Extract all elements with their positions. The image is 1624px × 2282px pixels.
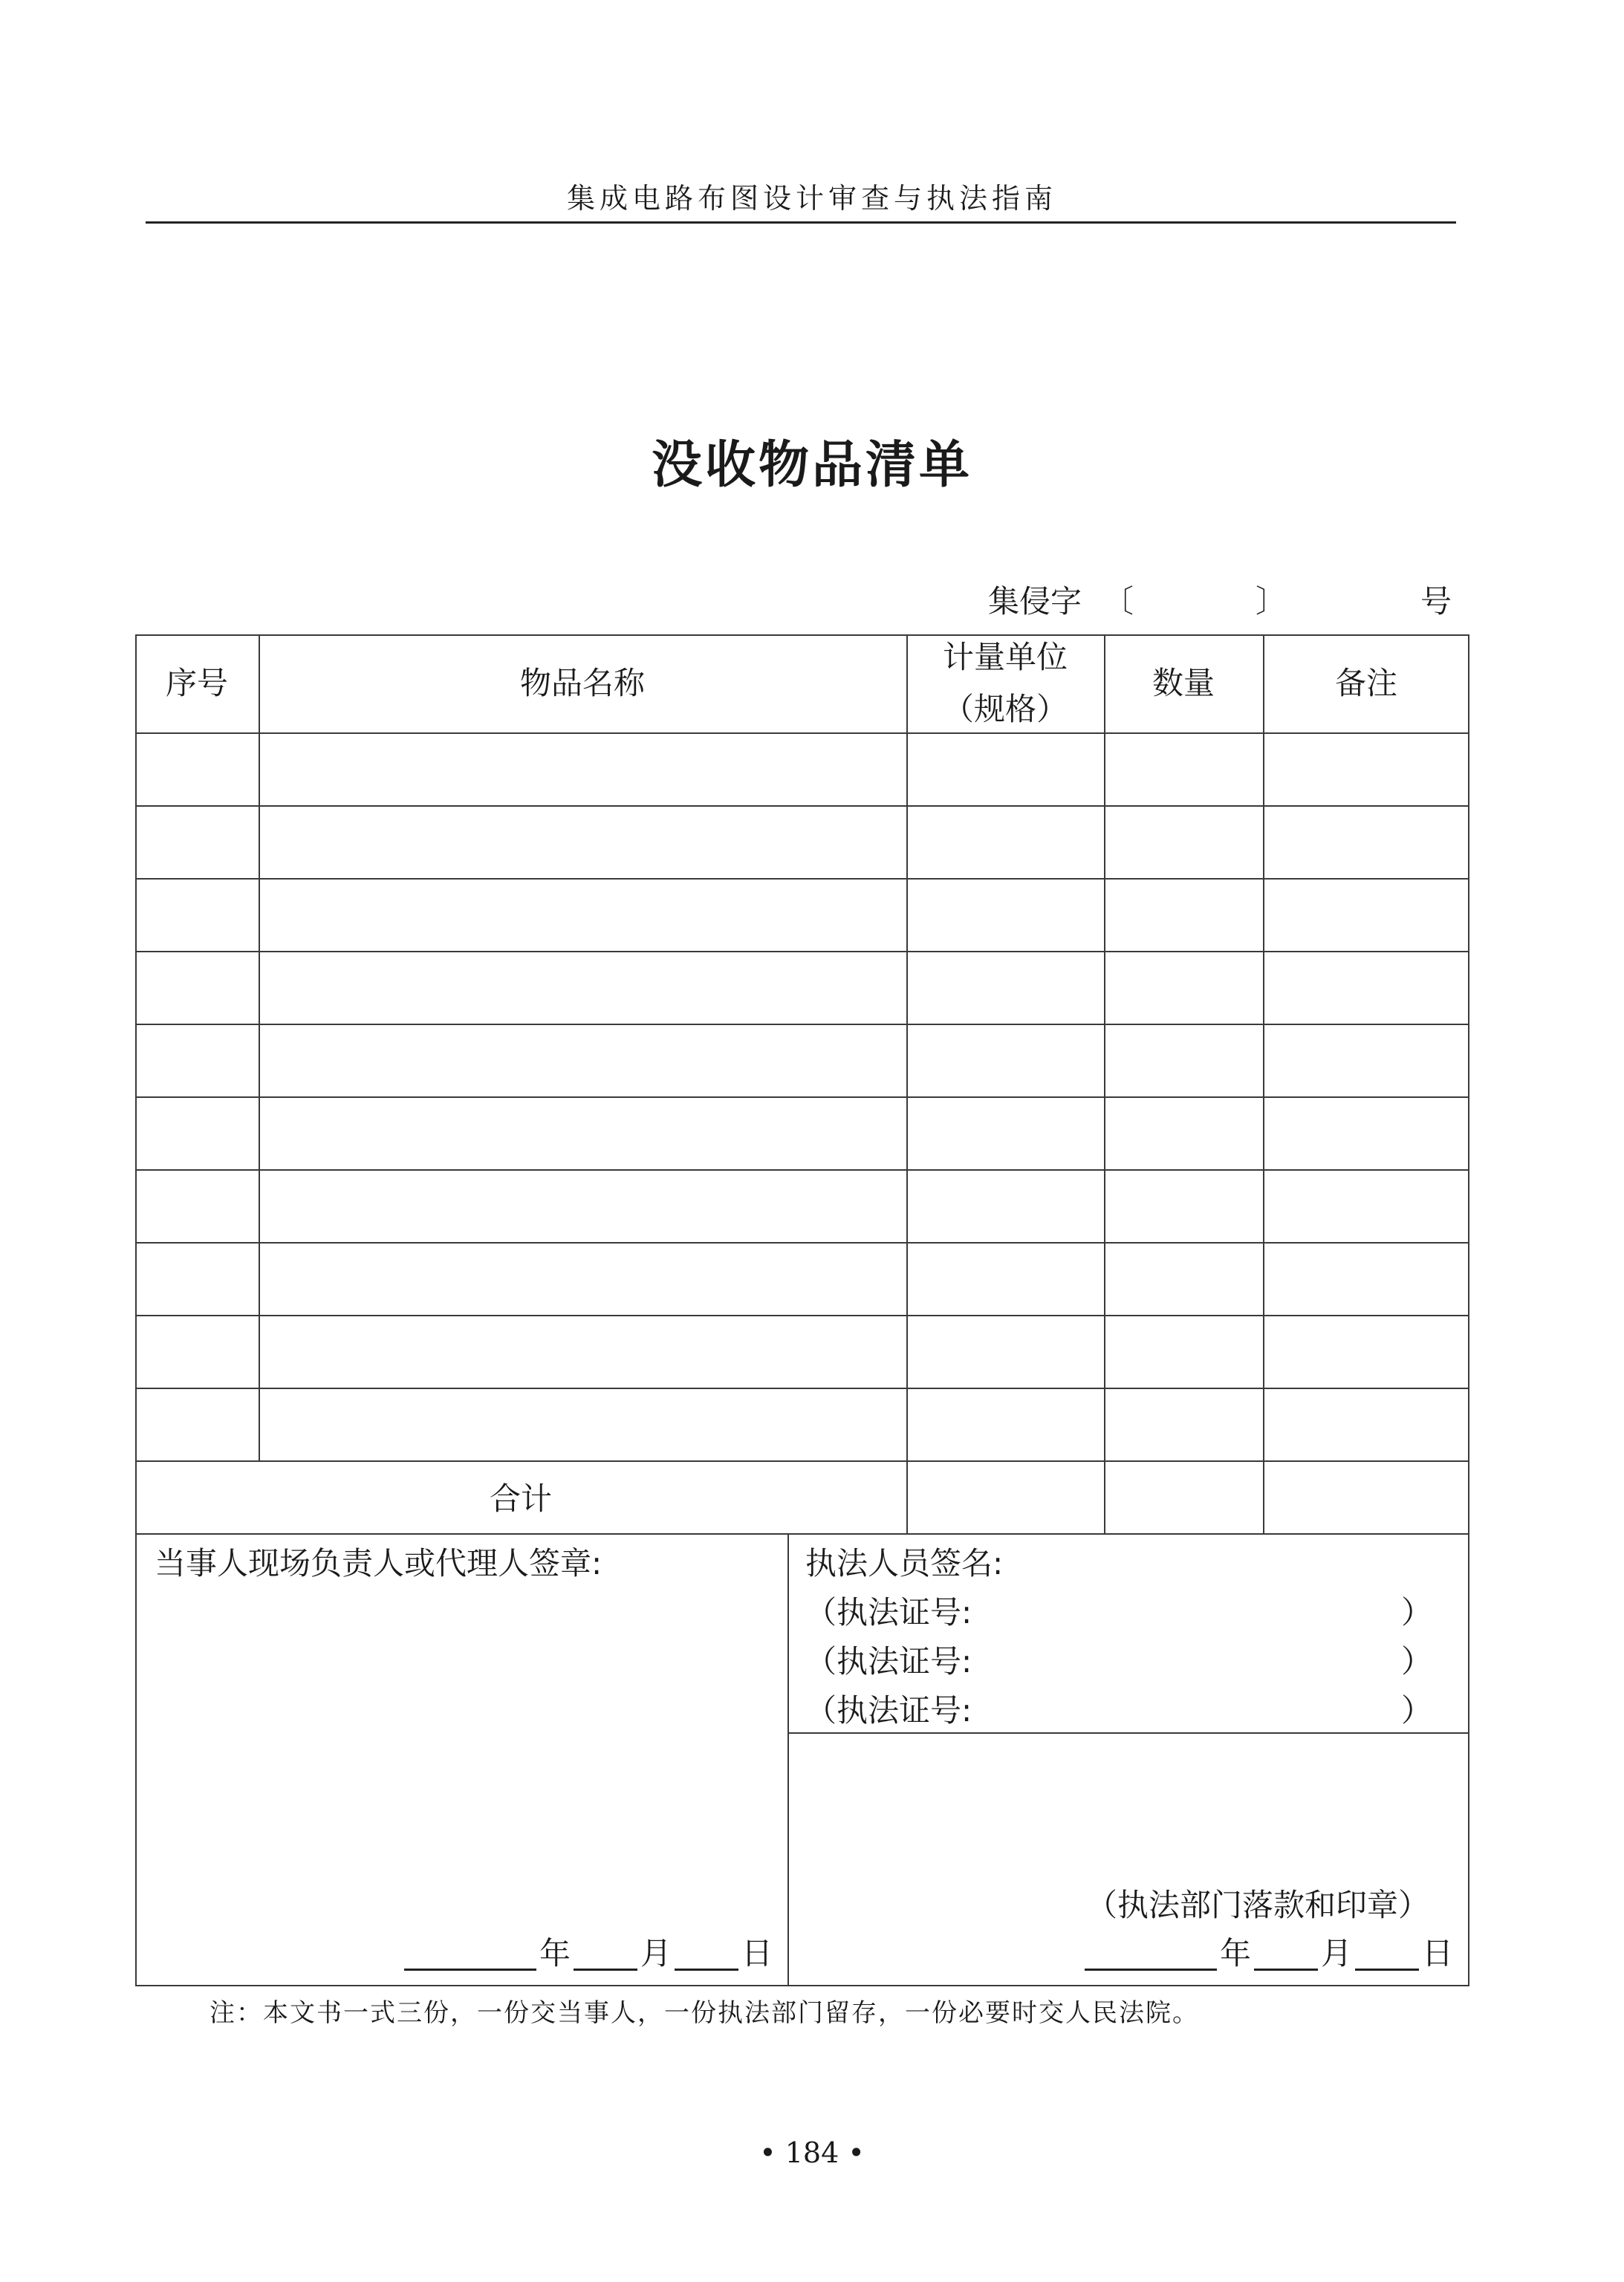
column-rule-unit [1104,634,1105,1533]
party-date-year-label: 年 [539,1935,571,1971]
table-row-rule [135,878,1469,880]
table-row-rule [135,1460,1469,1462]
dept-date-year-label: 年 [1220,1935,1252,1971]
header-remark: 备注 [1334,665,1397,701]
party-date-month-label: 月 [640,1935,672,1971]
table-row-rule [135,805,1469,807]
page-number: • 184 • [759,2136,865,2169]
table-row-rule [135,1169,1469,1171]
table-total-rule [135,1533,1469,1535]
certificate-close: ） [1401,1692,1433,1729]
certificate-close: ） [1401,1594,1433,1631]
column-rule-qty [1263,634,1264,1533]
certificate-label: （执法证号: [805,1692,972,1729]
case-number-bracket-open: 〔 [1102,583,1134,620]
signature-divider [787,1533,789,1985]
case-number-prefix: 集侵字 [988,583,1082,620]
header-unit-line1: 计量单位 [942,639,1068,675]
department-seal-label: （执法部门落款和印章） [1086,1887,1430,1923]
footnote: 注：本文书一式三份，一份交当事人，一份执法部门留存，一份必要时交人民法院。 [210,1998,1199,2028]
header-item-name: 物品名称 [519,665,645,701]
total-label: 合计 [489,1480,552,1517]
header-quantity: 数量 [1152,665,1215,701]
certificate-close: ） [1401,1643,1433,1680]
table-row-rule [135,1388,1469,1389]
party-date-day-label: 日 [741,1935,773,1971]
dept-date-month-label: 月 [1321,1935,1353,1971]
table-row-rule [135,1024,1469,1025]
dept-date-month-blank [1254,1933,1318,1971]
header-seq: 序号 [165,665,228,701]
running-header: 集成电路布图设计审查与执法指南 [566,182,1057,215]
certificate-label: （执法证号: [805,1643,972,1680]
dept-date-year-blank [1085,1933,1217,1971]
header-rule [146,221,1456,224]
dept-date-day-label: 日 [1422,1935,1454,1971]
table-row-rule [135,1242,1469,1244]
party-date-day-blank [675,1933,738,1971]
column-rule-name [906,634,908,1533]
case-number-suffix: 号 [1420,583,1452,620]
party-date-month-blank [574,1933,637,1971]
column-rule-seq [259,634,260,1460]
certificate-label: （执法证号: [805,1594,972,1631]
case-number-bracket-close: 〕 [1256,583,1287,620]
dept-date-day-blank [1355,1933,1419,1971]
header-unit [906,631,1104,735]
table-header-rule [135,732,1469,734]
header-unit-line2: （规格） [942,691,1068,727]
table-row-rule [135,1315,1469,1316]
party-signature-label: 当事人现场负责人或代理人签章: [155,1545,602,1582]
table-row-rule [135,1096,1469,1098]
officer-signature-label: 执法人员签名: [805,1545,1004,1582]
party-date-year-blank [404,1933,536,1971]
document-title: 没收物品清单 [651,435,972,495]
table-row-rule [135,951,1469,952]
confiscation-table [135,634,1469,1986]
